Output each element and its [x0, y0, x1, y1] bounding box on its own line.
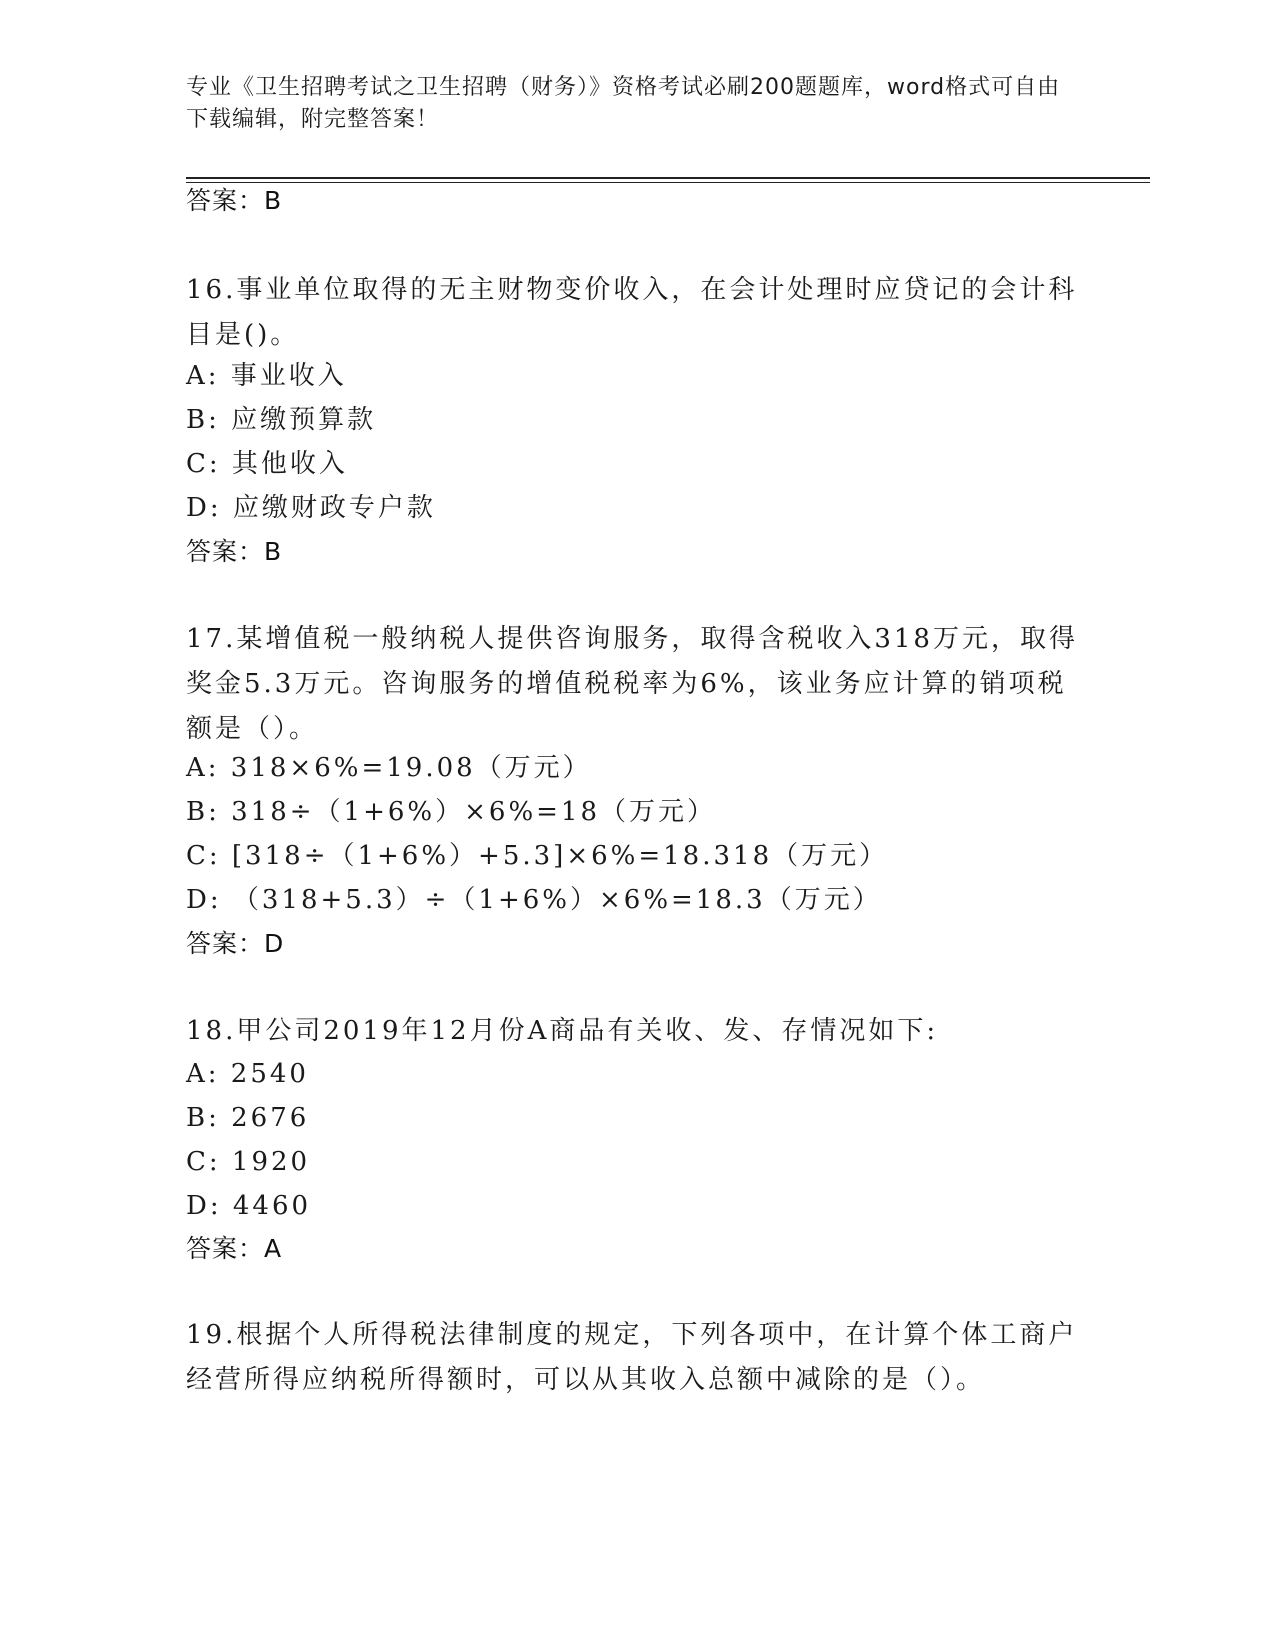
question-18-option-b: B: 2676	[186, 1103, 310, 1133]
question-16-stem: 16.事业单位取得的无主财物变价收入，在会计处理时应贷记的会计科目是()。	[186, 275, 1078, 350]
question-16-answer: 答案：B	[186, 537, 283, 566]
question-18-option-a: A: 2540	[186, 1059, 309, 1089]
question-19-stem: 19.根据个人所得税法律制度的规定，下列各项中，在计算个体工商户经营所得应纳税所得额时，可以从其收入总额中减除的是（）。	[186, 1320, 1078, 1395]
question-16-option-b: B: 应缴预算款	[186, 405, 377, 435]
question-17-stem: 17.某增值税一般纳税人提供咨询服务，取得含税收入318万元，取得奖金5.3万元。咨询服务的增值税税率为6%，该业务应计算的销项税额是（）。	[186, 624, 1078, 744]
question-16-option-c: C: 其他收入	[186, 449, 348, 479]
question-18-stem: 18.甲公司2019年12月份A商品有关收、发、存情况如下:	[186, 1016, 939, 1046]
document-header: 专业《卫生招聘考试之卫生招聘（财务）》资格考试必刷200题题库，word格式可自由下载编辑，附完整答案！	[186, 75, 1061, 132]
question-18-answer: 答案：A	[186, 1234, 283, 1263]
question-17-option-b: B: 318÷（1+6%）×6%=18（万元）	[186, 797, 717, 827]
header-divider	[186, 177, 1150, 179]
question-17-answer: 答案：D	[186, 929, 285, 958]
question-17-option-a: A: 318×6%=19.08（万元）	[186, 753, 592, 783]
answer-label: 答案：B	[186, 186, 283, 215]
question-18-option-c: C: 1920	[186, 1147, 311, 1177]
question-16-option-a: A: 事业收入	[186, 361, 347, 391]
question-17-option-d: D: （318+5.3）÷（1+6%）×6%=18.3（万元）	[186, 885, 882, 915]
question-18-option-d: D: 4460	[186, 1191, 312, 1221]
question-17-option-c: C: [318÷（1+6%）+5.3]×6%=18.318（万元）	[186, 841, 889, 871]
question-16-option-d: D: 应缴财政专户款	[186, 493, 436, 523]
header-divider-thin	[186, 182, 1150, 183]
